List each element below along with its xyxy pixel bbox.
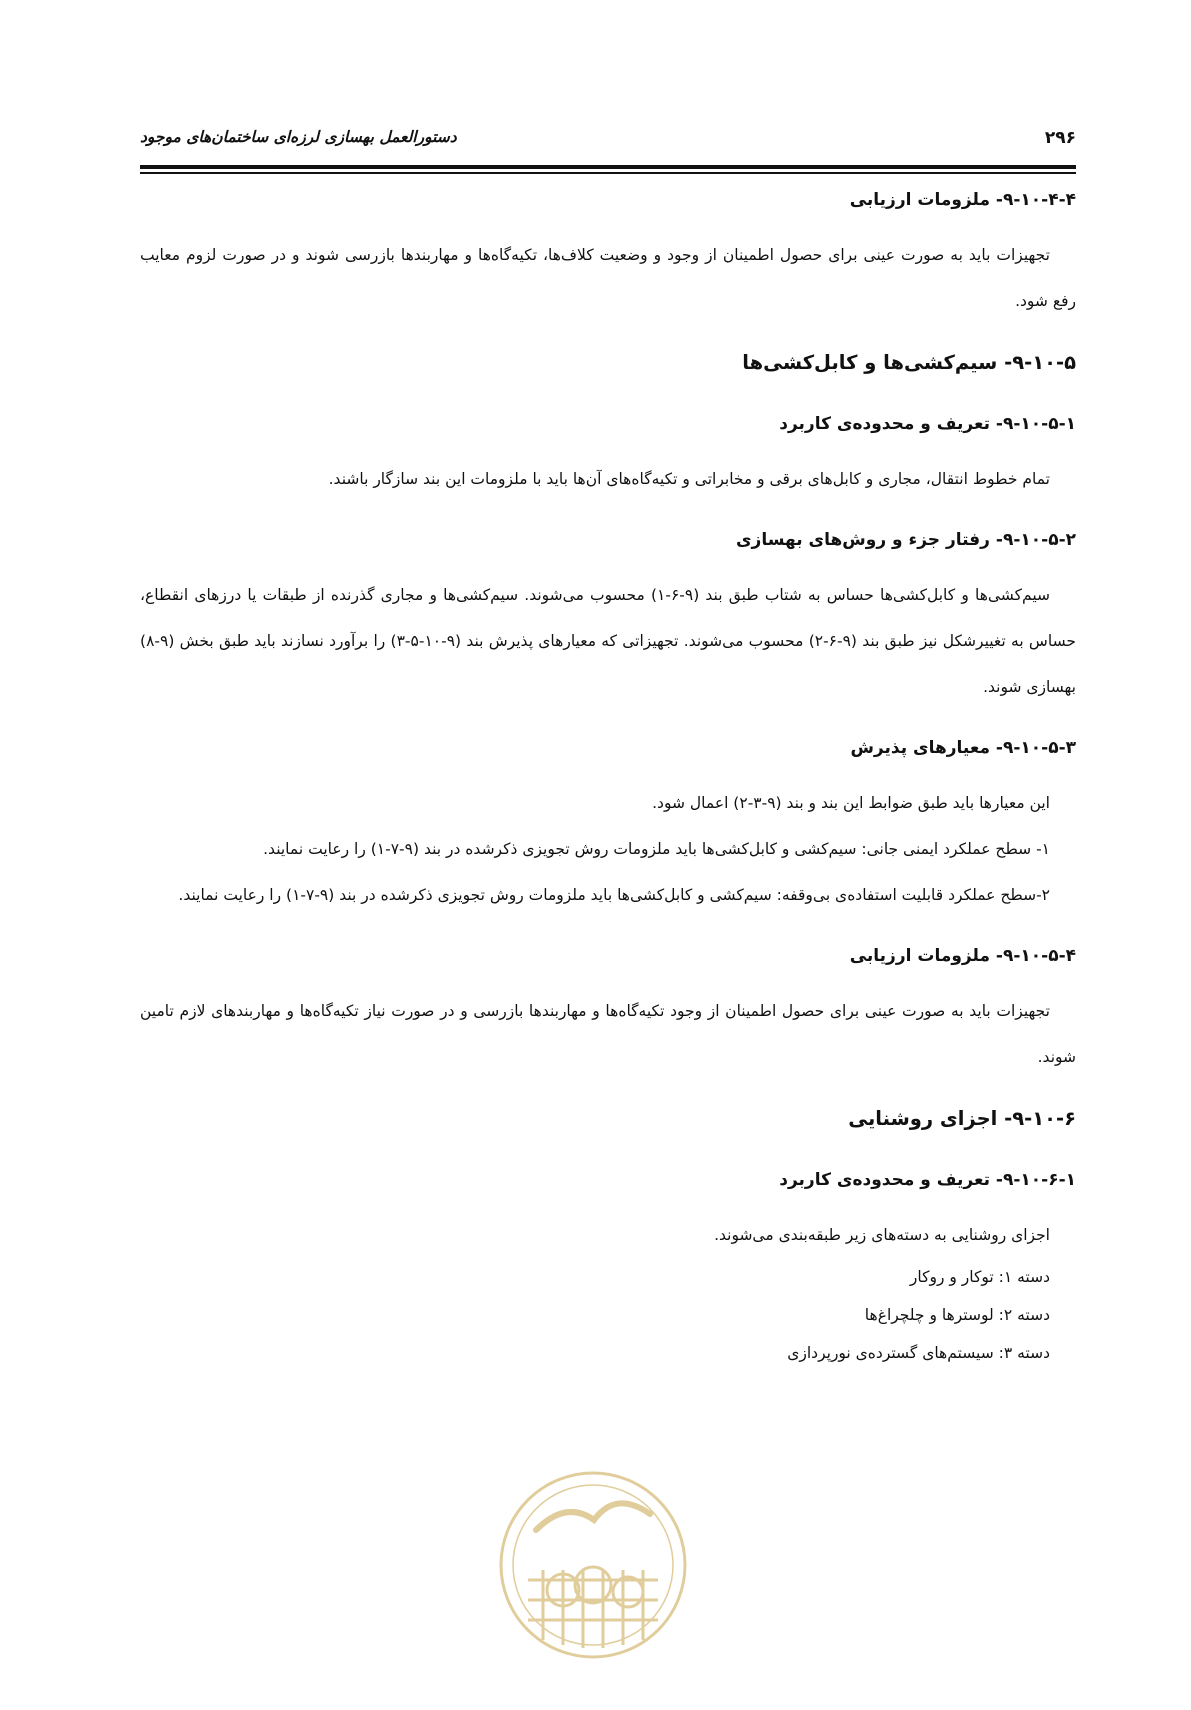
heading-9-10-5-2: ۹-۱۰-۵-۲- رفتار جزء و روش‌های بهسازی [735,530,1076,550]
heading-9-10-5-1: ۹-۱۰-۵-۱- تعریف و محدوده‌ی کاربرد [779,414,1076,434]
heading-9-10-5-3: ۹-۱۰-۵-۳- معیارهای پذیرش [850,738,1076,758]
heading-9-10-5: ۹-۱۰-۵- سیم‌کشی‌ها و کابل‌کشی‌ها [742,351,1076,374]
running-title: دستورالعمل بهسازی لرزه‌ای ساختمان‌های موجود [140,128,457,146]
paragraph-9-10-5-3-intro: این معیارها باید طبق ضوابط این بند و بند (۹-۳-۲) اعمال شود. [652,794,1050,812]
paragraph-9-10-5-1: تمام خطوط انتقال، مجاری و کابل‌های برقی و مخابراتی و تکیه‌گاه‌های آن‌ها باید با ملزومات این بند سازگار باشند. [328,470,1050,488]
heading-9-10-5-4: ۹-۱۰-۵-۴- ملزومات ارزیابی [849,946,1076,966]
heading-9-10-4-4: ۹-۱۰-۴-۴- ملزومات ارزیابی [849,190,1076,210]
list-item-category-3: دسته ۳: سیستم‌های گسترده‌ی نورپردازی [787,1344,1050,1362]
heading-9-10-6: ۹-۱۰-۶- اجزای روشنایی [848,1107,1076,1130]
paragraph-9-10-6-1-intro: اجزای روشنایی به دسته‌های زیر طبقه‌بندی می‌شوند. [714,1226,1050,1244]
paragraph-9-10-4-4: تجهیزات باید به صورت عینی برای حصول اطمینان از وجود و وضعیت کلاف‌ها، تکیه‌گاه‌ها و مهاربندها بازرسی شوند و در صورت لزوم معایب رفع شود. [140,246,1076,310]
watermark-logo [488,1460,698,1710]
page-header [140,128,1076,156]
paragraph-9-10-5-4: تجهیزات باید به صورت عینی برای حصول اطمینان از وجود تکیه‌گاه‌ها و مهاربندها بازرسی و در صورت نیاز تکیه‌گاه‌ها و مهاربندهای لازم تامین شوند. [140,1002,1076,1066]
heading-9-10-6-1: ۹-۱۰-۶-۱- تعریف و محدوده‌ی کاربرد [779,1170,1076,1190]
page-content [140,186,1076,1372]
header-rule-thick [140,165,1076,169]
paragraph-9-10-5-3-item1: ۱- سطح عملکرد ایمنی جانی: سیم‌کشی و کابل‌کشی‌ها باید ملزومات روش تجویزی ذکرشده در بند (۹-۷-۱) را رعایت نمایند. [263,840,1050,858]
header-rule-thin [140,172,1076,174]
page-number: ۲۹۶ [1044,128,1076,148]
list-item-category-2: دسته ۲: لوسترها و چلچراغ‌ها [864,1306,1050,1324]
paragraph-9-10-5-2: سیم‌کشی‌ها و کابل‌کشی‌ها حساس به شتاب طبق بند (۹-۶-۱) محسوب می‌شوند. سیم‌کشی‌ها و مجاری گذرنده از طبقات یا درزهای انقطاع، حساس به تغییرشکل نیز طبق بند (۹-۶-۲) محسوب می‌شوند. تجهیزاتی که معیارهای پذیرش بند (۹-۱۰-۵-۳) را برآورد نسازند باید طبق بخش (۹-۸) بهسازی شوند. [140,586,1076,696]
paragraph-9-10-5-3-item2: ۲-سطح عملکرد قابلیت استفاده‌ی بی‌وقفه: سیم‌کشی و کابل‌کشی‌ها باید ملزومات روش تجویزی ذکرشده در بند (۹-۷-۱) را رعایت نمایند. [178,886,1050,904]
list-item-category-1: دسته ۱: توکار و روکار [909,1268,1050,1286]
